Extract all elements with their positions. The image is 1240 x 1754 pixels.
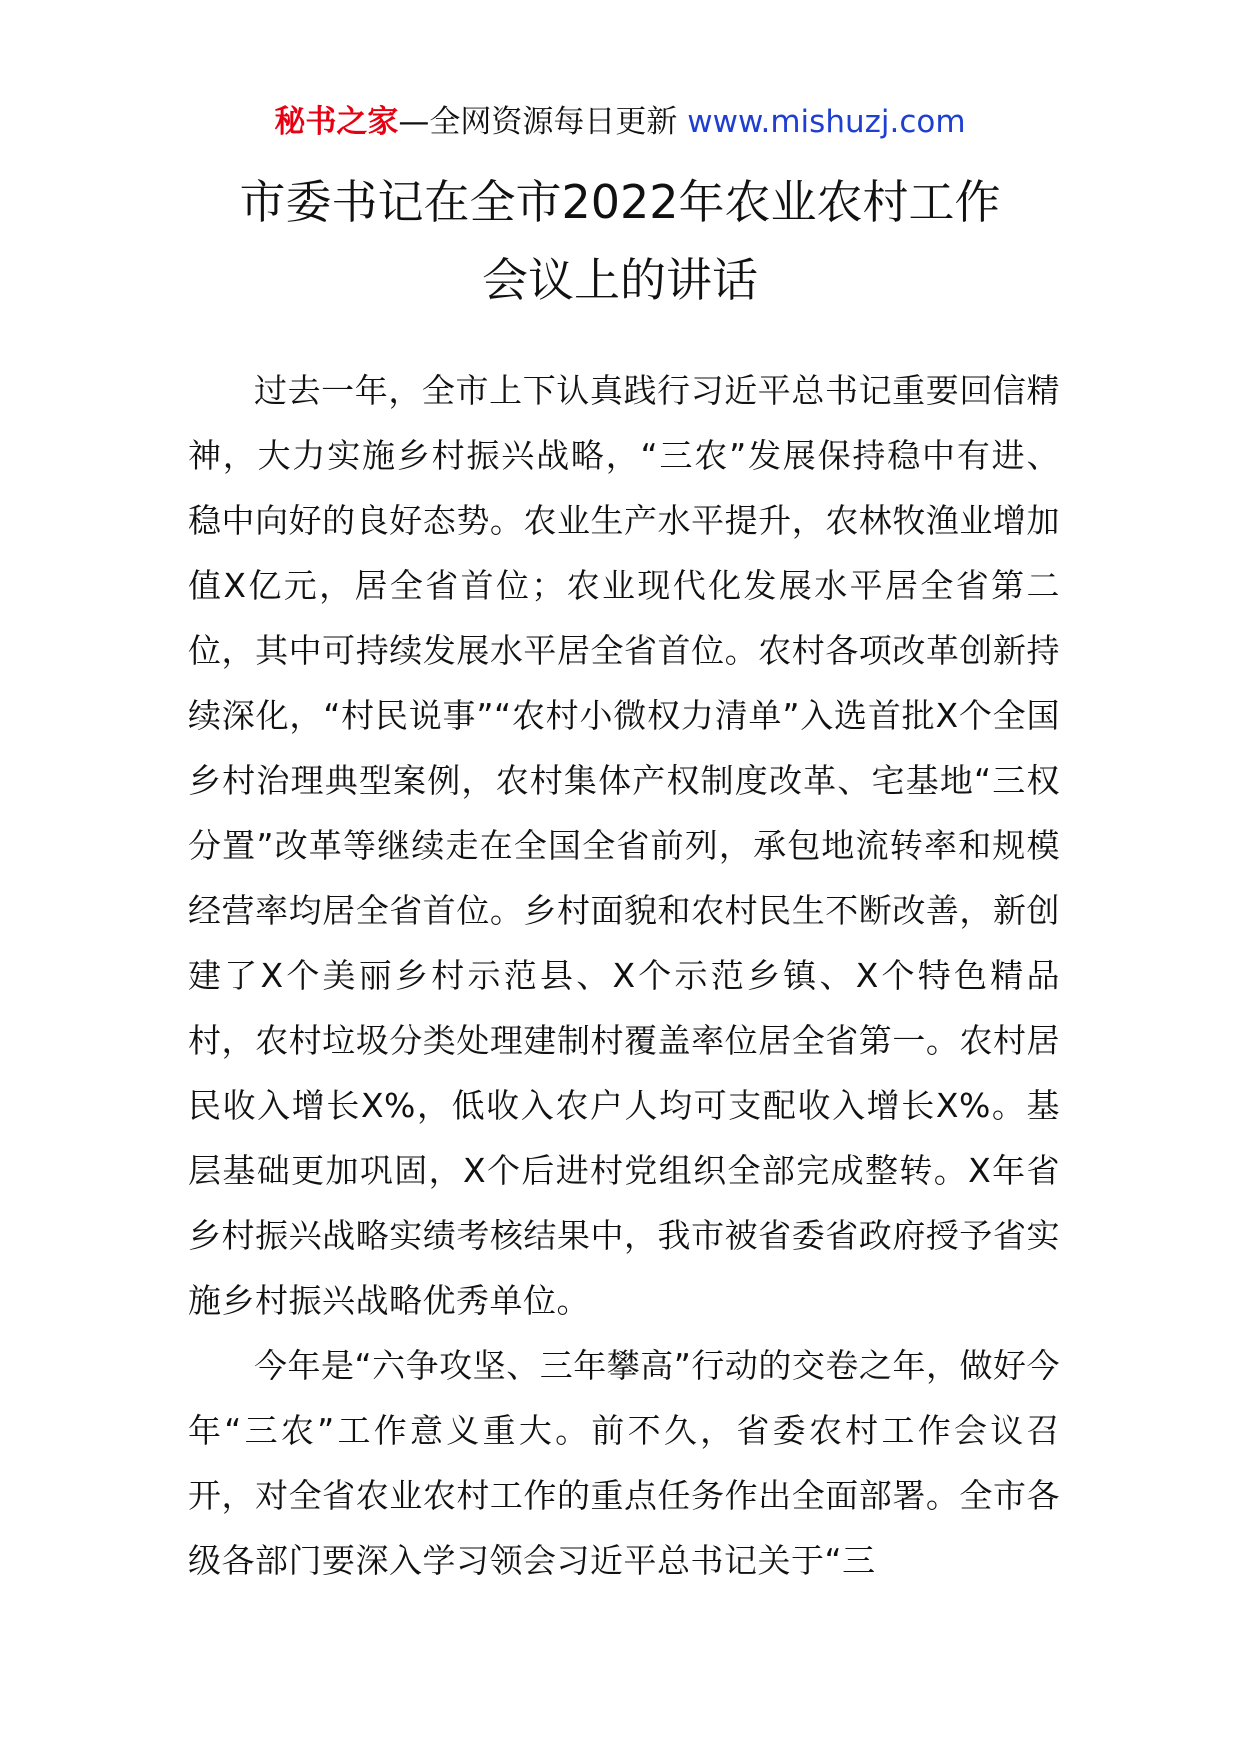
title-line-2: 会议上的讲话 — [482, 253, 758, 307]
brand-name: 秘书之家 — [274, 104, 399, 140]
site-header — [0, 100, 1240, 144]
title-line-1: 市委书记在全市2022年农业农村工作 — [239, 175, 1001, 229]
paragraph-2: 今年是“六争攻坚、三年攀高”行动的交卷之年，做好今年“三农”工作意义重大。前不久，省委农村工作会议召开，对全省农业农村工作的重点任务作出全面部署。全市各级各部门要深入学习领会习近平总书记关于“三 — [188, 1346, 1060, 1580]
paragraph-1: 过去一年，全市上下认真践行习近平总书记重要回信精神，大力实施乡村振兴战略，“三农”发展保持稳中有进、稳中向好的良好态势。农业生产水平提升，农林牧渔业增加值X亿元，居全省首位；农业现代化发展水平居全省第二位，其中可持续发展水平居全省首位。农村各项改革创新持续深化，“村民说事”“农村小微权力清单”入选首批X个全国乡村治理典型案例，农村集体产权制度改革、宅基地“三权分置”改革等继续走在全国全省前列，承包地流转率和规模经营率均居全省首位。乡村面貌和农村民生不断改善，新创建了X个美丽乡村示范县、X个示范乡镇、X个特色精品村，农村垃圾分类处理建制村覆盖率位居全省第一。农村居民收入增长X%，低收入农户人均可支配收入增长X%。基层基础更加巩固，X个后进村党组织全部完成整转。X年省乡村振兴战略实绩考核结果中，我市被省委省政府授予省实施乡村振兴战略优秀单位。 — [188, 371, 1060, 1320]
site-url-link[interactable]: www.mishuzj.com — [687, 104, 966, 140]
document-body — [188, 358, 1060, 1593]
document-title — [0, 163, 1240, 319]
header-tagline: —全网资源每日更新 — [398, 104, 688, 140]
